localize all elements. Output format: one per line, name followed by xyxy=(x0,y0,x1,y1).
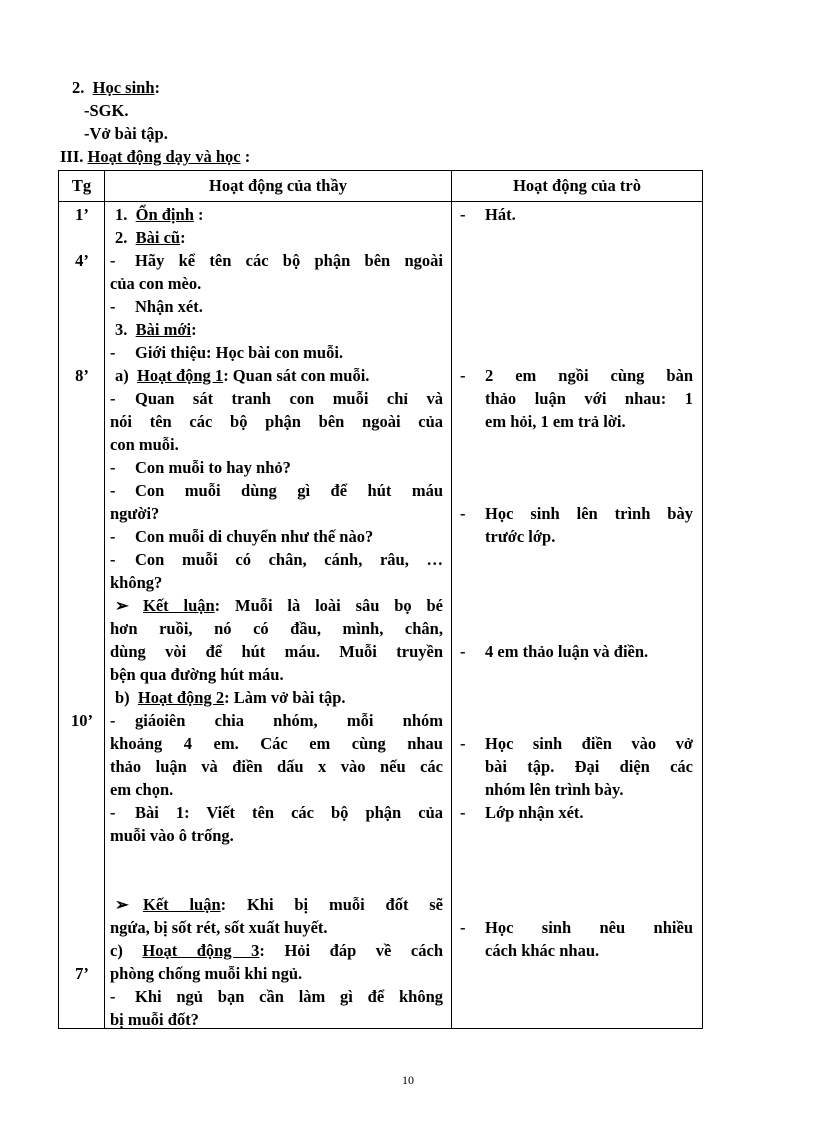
text-line: em hỏi, 1 em trả lời. xyxy=(485,412,626,431)
activity-heading: c) Hoạt động 3: Hỏi đáp về cách xyxy=(110,941,443,960)
activity-heading: b) Hoạt động 2: Làm vở bài tập. xyxy=(115,688,346,707)
text-line: con muỗi. xyxy=(110,435,179,454)
text-line: nhóm lên trình bày. xyxy=(485,780,624,799)
text-line: - Học sinh nêu nhiều xyxy=(460,918,693,937)
table-header-row xyxy=(59,171,703,202)
step-heading: 1. Ổn định : xyxy=(115,205,204,224)
text-line: - Bài 1: Viết tên các bộ phận của xyxy=(110,803,443,822)
time-value: 4’ xyxy=(75,251,89,270)
text-line: không? xyxy=(110,573,163,592)
text-line: khoảng 4 em. Các em cùng nhau xyxy=(110,734,443,753)
step-heading: 3. Bài mới: xyxy=(115,320,197,339)
text-line: em chọn. xyxy=(110,780,174,799)
section-heading: III. Hoạt động dạy và học : xyxy=(60,147,251,166)
text-line: - Con muỗi di chuyển như thế nào? xyxy=(110,527,374,546)
time-value: 7’ xyxy=(75,964,89,983)
text-line: - Hãy kể tên các bộ phận bên ngoài xyxy=(110,251,443,270)
table-body-row xyxy=(59,202,703,1029)
time-column xyxy=(59,202,105,1029)
text-line: - Khi ngủ bạn cần làm gì để không xyxy=(110,987,443,1006)
conclusion-line: ➢ Kết luận: Muỗi là loài sâu bọ bé xyxy=(115,596,443,615)
text-line: hơn ruồi, nó có đầu, mình, chân, xyxy=(110,619,443,638)
text-line: - Giới thiệu: Học bài con muỗi. xyxy=(110,343,344,362)
text-line: - Quan sát tranh con muỗi chỉ và xyxy=(110,389,443,408)
time-value: 10’ xyxy=(71,711,93,730)
header-time: Tg xyxy=(59,171,105,202)
text-line: - giáoiên chia nhóm, mỗi nhóm xyxy=(110,711,443,730)
student-column xyxy=(452,202,703,1029)
text-line: - Học sinh điền vào vở xyxy=(460,734,693,753)
time-value: 1’ xyxy=(75,205,89,224)
time-value: 8’ xyxy=(75,366,89,385)
page-number: 10 xyxy=(402,1073,414,1087)
arrow-bullet-icon: ➢ xyxy=(115,895,129,914)
students-heading: 2. Học sinh: xyxy=(72,78,161,97)
arrow-bullet-icon: ➢ xyxy=(115,596,129,615)
text-line: - Lớp nhận xét. xyxy=(460,803,584,822)
text-line: muỗi vào ô trống. xyxy=(110,826,234,845)
text-line: - Nhận xét. xyxy=(110,297,203,316)
text-line: bị muỗi đốt? xyxy=(110,1010,199,1029)
text-line: - Con muỗi to hay nhỏ? xyxy=(110,458,291,477)
text-line: bài tập. Đại diện các xyxy=(485,757,693,776)
text-line: người? xyxy=(110,504,160,523)
text-line: ngứa, bị sốt rét, sốt xuất huyết. xyxy=(110,918,328,937)
text-line: - 2 em ngồi cùng bàn xyxy=(460,366,693,385)
text-line: phòng chống muỗi khi ngủ. xyxy=(110,964,303,983)
activity-table xyxy=(58,170,703,1029)
text-line: nói tên các bộ phận bên ngoài của xyxy=(110,412,443,431)
text-line: thảo luận và điền dấu x vào nếu các xyxy=(110,757,443,776)
text-line: - Học sinh lên trình bày xyxy=(460,504,693,523)
teacher-column xyxy=(105,202,452,1029)
text-line: của con mèo. xyxy=(110,274,202,293)
text-line: - Hát. xyxy=(460,205,516,224)
text-line: cách khác nhau. xyxy=(485,941,600,960)
conclusion-line: ➢ Kết luận: Khi bị muỗi đốt sẽ xyxy=(115,895,443,914)
material-item: -Vở bài tập. xyxy=(84,124,168,143)
text-line: dùng vòi để hút máu. Muỗi truyền xyxy=(110,642,443,661)
text-line: thảo luận với nhau: 1 xyxy=(485,389,693,408)
text-line: bện qua đường hút máu. xyxy=(110,665,284,684)
text-line: - Con muỗi dùng gì để hút máu xyxy=(110,481,443,500)
text-line: - 4 em thảo luận và điền. xyxy=(460,642,649,661)
text-line: - Con muỗi có chân, cánh, râu, … xyxy=(110,550,443,569)
material-item: -SGK. xyxy=(84,101,129,120)
text-line: trước lớp. xyxy=(485,527,556,546)
header-teacher: Hoạt động của thầy xyxy=(105,171,452,202)
activity-heading: a) Hoạt động 1: Quan sát con muỗi. xyxy=(115,366,370,385)
step-heading: 2. Bài cũ: xyxy=(115,228,186,247)
header-student: Hoạt động của trò xyxy=(452,171,703,202)
